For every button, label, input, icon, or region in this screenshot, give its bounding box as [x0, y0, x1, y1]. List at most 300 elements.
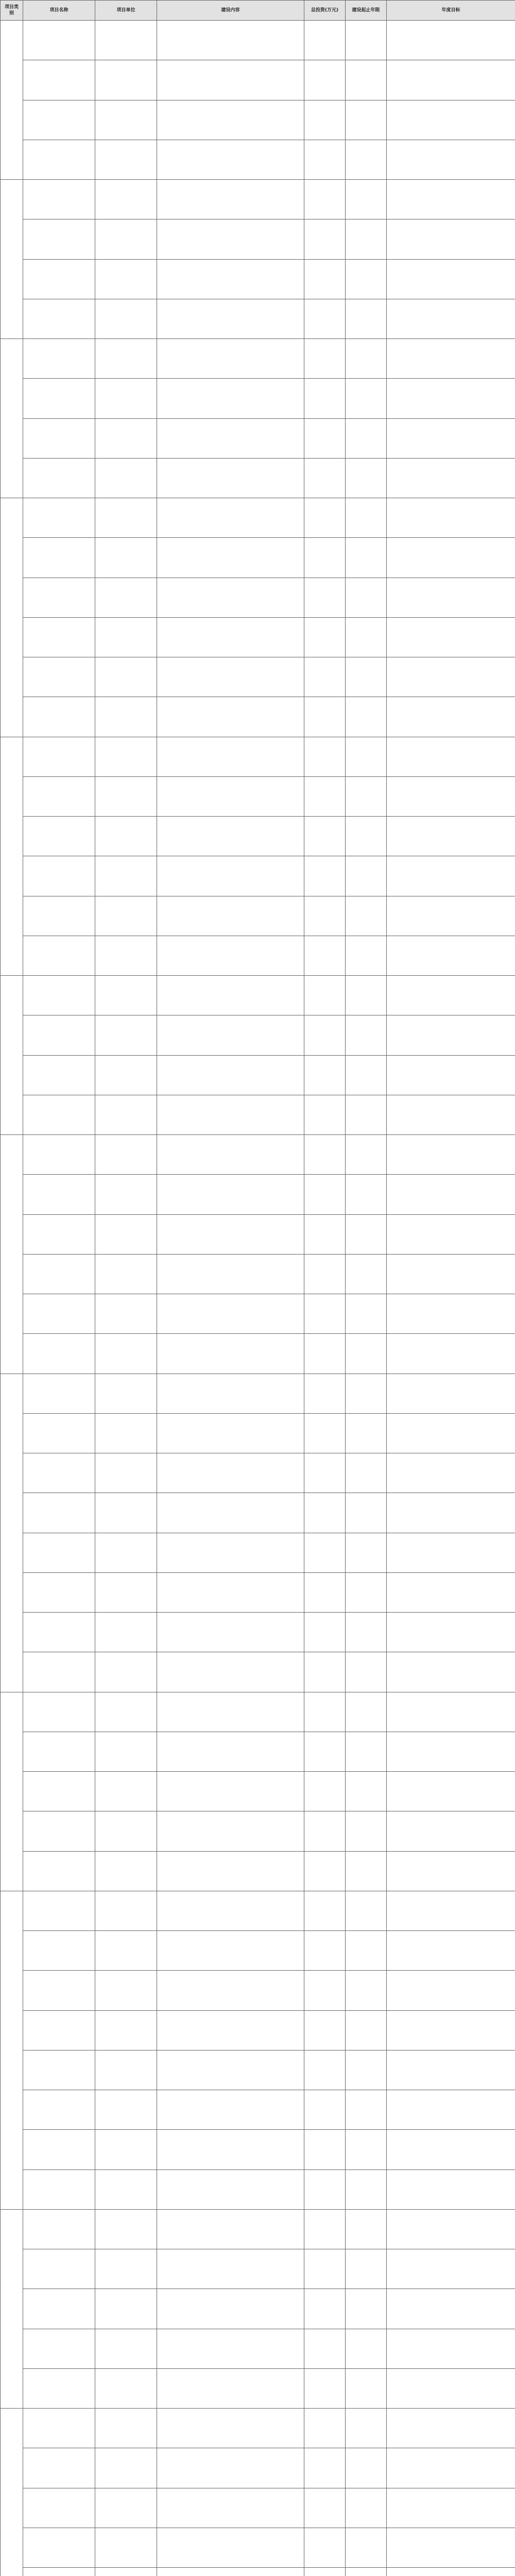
table-row: [1, 817, 515, 856]
table-row: [1, 2528, 515, 2567]
unit-cell: [95, 1572, 157, 1612]
progress-cell: [387, 936, 515, 975]
investment-cell: [304, 180, 346, 219]
project-name-cell: [23, 2209, 95, 2249]
progress-cell: [387, 2368, 515, 2408]
unit-cell: [95, 2329, 157, 2368]
unit-cell: [95, 2010, 157, 2050]
category-cell: [1, 976, 23, 1135]
unit-cell: [95, 2170, 157, 2209]
table-row: [1, 299, 515, 338]
period-cell: [346, 538, 387, 578]
project-name-cell: [23, 1732, 95, 1771]
unit-cell: [95, 339, 157, 379]
progress-cell: [387, 1732, 515, 1771]
content-cell: [157, 2050, 304, 2090]
unit-cell: [95, 936, 157, 975]
category-cell: [1, 21, 23, 180]
content-cell: [157, 976, 304, 1015]
project-name-cell: [23, 2448, 95, 2488]
content-cell: [157, 1533, 304, 1572]
progress-cell: [387, 976, 515, 1015]
header-unit: 项目单位: [95, 1, 157, 21]
progress-cell: [387, 1971, 515, 2010]
content-cell: [157, 1374, 304, 1413]
investment-cell: [304, 2010, 346, 2050]
project-name-cell: [23, 1175, 95, 1214]
unit-cell: [95, 2448, 157, 2488]
progress-cell: [387, 1493, 515, 1533]
investment-cell: [304, 1493, 346, 1533]
table-row: [1, 976, 515, 1015]
progress-cell: [387, 1095, 515, 1134]
content-cell: [157, 538, 304, 578]
category-cell: [1, 2409, 23, 2576]
unit-cell: [95, 1533, 157, 1572]
table-row: [1, 1095, 515, 1134]
investment-cell: [304, 1175, 346, 1214]
project-name-cell: [23, 458, 95, 498]
investment-cell: [304, 2249, 346, 2289]
period-cell: [346, 776, 387, 816]
project-name-cell: [23, 1931, 95, 1971]
content-cell: [157, 1413, 304, 1453]
period-cell: [346, 100, 387, 140]
content-cell: [157, 339, 304, 379]
content-cell: [157, 1891, 304, 1930]
content-cell: [157, 578, 304, 617]
progress-cell: [387, 2010, 515, 2050]
unit-cell: [95, 2209, 157, 2249]
progress-cell: [387, 1334, 515, 1374]
period-cell: [346, 1851, 387, 1891]
table-row: [1, 1891, 515, 1930]
investment-cell: [304, 856, 346, 896]
period-cell: [346, 60, 387, 100]
table-row: [1, 219, 515, 259]
progress-cell: [387, 2289, 515, 2329]
unit-cell: [95, 259, 157, 299]
project-name-cell: [23, 1613, 95, 1652]
progress-cell: [387, 1175, 515, 1214]
period-cell: [346, 1413, 387, 1453]
content-cell: [157, 2289, 304, 2329]
table-body: [1, 21, 515, 2576]
project-name-cell: [23, 1851, 95, 1891]
period-cell: [346, 1095, 387, 1134]
unit-cell: [95, 418, 157, 458]
content-cell: [157, 856, 304, 896]
unit-cell: [95, 1294, 157, 1334]
investment-cell: [304, 1732, 346, 1771]
investment-cell: [304, 2289, 346, 2329]
unit-cell: [95, 856, 157, 896]
period-cell: [346, 2170, 387, 2209]
content-cell: [157, 1453, 304, 1493]
investment-cell: [304, 60, 346, 100]
period-cell: [346, 379, 387, 418]
content-cell: [157, 1015, 304, 1055]
period-cell: [346, 1055, 387, 1095]
period-cell: [346, 2488, 387, 2528]
progress-cell: [387, 1214, 515, 1254]
progress-cell: [387, 100, 515, 140]
table-row: [1, 1851, 515, 1891]
investment-cell: [304, 140, 346, 179]
category-cell: [1, 1692, 23, 1891]
period-cell: [346, 1214, 387, 1254]
content-cell: [157, 1334, 304, 1374]
progress-cell: [387, 1811, 515, 1851]
progress-cell: [387, 2488, 515, 2528]
table-row: [1, 1135, 515, 1175]
progress-cell: [387, 2528, 515, 2567]
unit-cell: [95, 896, 157, 936]
period-cell: [346, 140, 387, 179]
project-name-cell: [23, 2409, 95, 2448]
period-cell: [346, 1334, 387, 1374]
content-cell: [157, 259, 304, 299]
period-cell: [346, 299, 387, 338]
content-cell: [157, 140, 304, 179]
content-cell: [157, 21, 304, 60]
unit-cell: [95, 219, 157, 259]
period-cell: [346, 1254, 387, 1294]
investment-cell: [304, 1533, 346, 1572]
unit-cell: [95, 1891, 157, 1930]
project-name-cell: [23, 856, 95, 896]
table-row: [1, 1533, 515, 1572]
investment-cell: [304, 1811, 346, 1851]
period-cell: [346, 856, 387, 896]
period-cell: [346, 1931, 387, 1971]
period-cell: [346, 617, 387, 657]
table-row: [1, 1055, 515, 1095]
project-name-cell: [23, 817, 95, 856]
project-name-cell: [23, 2130, 95, 2170]
period-cell: [346, 1135, 387, 1175]
table-row: [1, 1931, 515, 1971]
investment-cell: [304, 657, 346, 697]
progress-cell: [387, 2130, 515, 2170]
unit-cell: [95, 737, 157, 776]
investment-cell: [304, 21, 346, 60]
investment-cell: [304, 2050, 346, 2090]
content-cell: [157, 180, 304, 219]
table-row: [1, 697, 515, 737]
unit-cell: [95, 100, 157, 140]
unit-cell: [95, 1453, 157, 1493]
investment-cell: [304, 1413, 346, 1453]
table-row: [1, 1772, 515, 1811]
header-row: [1, 1, 515, 21]
progress-cell: [387, 458, 515, 498]
table-row: [1, 2568, 515, 2576]
period-cell: [346, 817, 387, 856]
content-cell: [157, 1971, 304, 2010]
project-name-cell: [23, 1374, 95, 1413]
project-name-cell: [23, 379, 95, 418]
progress-cell: [387, 617, 515, 657]
project-name-cell: [23, 339, 95, 379]
progress-cell: [387, 339, 515, 379]
content-cell: [157, 2368, 304, 2408]
progress-cell: [387, 657, 515, 697]
period-cell: [346, 2528, 387, 2567]
period-cell: [346, 2448, 387, 2488]
table-row: [1, 657, 515, 697]
unit-cell: [95, 1652, 157, 1692]
table-row: [1, 2329, 515, 2368]
category-cell: [1, 737, 23, 976]
period-cell: [346, 1891, 387, 1930]
progress-cell: [387, 219, 515, 259]
project-name-cell: [23, 1652, 95, 1692]
progress-cell: [387, 1891, 515, 1930]
header-progress: 年度目标: [387, 1, 515, 21]
content-cell: [157, 1851, 304, 1891]
period-cell: [346, 458, 387, 498]
content-cell: [157, 896, 304, 936]
investment-cell: [304, 1931, 346, 1971]
investment-cell: [304, 578, 346, 617]
investment-cell: [304, 538, 346, 578]
content-cell: [157, 299, 304, 338]
unit-cell: [95, 1732, 157, 1771]
investment-cell: [304, 219, 346, 259]
progress-cell: [387, 1572, 515, 1612]
project-name-cell: [23, 776, 95, 816]
period-cell: [346, 2090, 387, 2130]
table-row: [1, 2488, 515, 2528]
header-period: 建设起止年限: [346, 1, 387, 21]
header-investment: 总投资(万元): [304, 1, 346, 21]
progress-cell: [387, 1652, 515, 1692]
table-row: [1, 1493, 515, 1533]
unit-cell: [95, 1055, 157, 1095]
project-name-cell: [23, 1135, 95, 1175]
content-cell: [157, 617, 304, 657]
period-cell: [346, 936, 387, 975]
period-cell: [346, 2329, 387, 2368]
period-cell: [346, 1015, 387, 1055]
content-cell: [157, 2090, 304, 2130]
project-name-cell: [23, 1214, 95, 1254]
progress-cell: [387, 1374, 515, 1413]
investment-cell: [304, 1214, 346, 1254]
period-cell: [346, 657, 387, 697]
period-cell: [346, 2568, 387, 2576]
investment-cell: [304, 2448, 346, 2488]
unit-cell: [95, 1374, 157, 1413]
project-name-cell: [23, 538, 95, 578]
unit-cell: [95, 1692, 157, 1732]
unit-cell: [95, 2130, 157, 2170]
category-cell: [1, 339, 23, 498]
project-name-cell: [23, 2010, 95, 2050]
content-cell: [157, 1732, 304, 1771]
period-cell: [346, 2209, 387, 2249]
investment-cell: [304, 458, 346, 498]
investment-cell: [304, 1055, 346, 1095]
progress-cell: [387, 776, 515, 816]
content-cell: [157, 2528, 304, 2567]
investment-cell: [304, 1572, 346, 1612]
table-row: [1, 1613, 515, 1652]
investment-cell: [304, 259, 346, 299]
progress-cell: [387, 2209, 515, 2249]
progress-cell: [387, 538, 515, 578]
category-cell: [1, 1135, 23, 1374]
period-cell: [346, 737, 387, 776]
content-cell: [157, 2249, 304, 2289]
project-name-cell: [23, 1453, 95, 1493]
investment-cell: [304, 379, 346, 418]
project-name-cell: [23, 1692, 95, 1732]
content-cell: [157, 2488, 304, 2528]
content-cell: [157, 219, 304, 259]
unit-cell: [95, 1095, 157, 1134]
progress-cell: [387, 1692, 515, 1732]
investment-cell: [304, 1374, 346, 1413]
content-cell: [157, 1214, 304, 1254]
content-cell: [157, 657, 304, 697]
table-row: [1, 2368, 515, 2408]
unit-cell: [95, 2568, 157, 2576]
header-content: 建设内容: [157, 1, 304, 21]
table-row: [1, 60, 515, 100]
content-cell: [157, 458, 304, 498]
project-name-cell: [23, 976, 95, 1015]
table-row: [1, 1413, 515, 1453]
table-row: [1, 2170, 515, 2209]
content-cell: [157, 1692, 304, 1732]
unit-cell: [95, 180, 157, 219]
table-row: [1, 936, 515, 975]
unit-cell: [95, 1851, 157, 1891]
content-cell: [157, 1095, 304, 1134]
investment-cell: [304, 1294, 346, 1334]
content-cell: [157, 2209, 304, 2249]
unit-cell: [95, 1971, 157, 2010]
content-cell: [157, 2130, 304, 2170]
period-cell: [346, 1294, 387, 1334]
project-name-cell: [23, 2528, 95, 2567]
content-cell: [157, 2329, 304, 2368]
unit-cell: [95, 140, 157, 179]
project-name-cell: [23, 2289, 95, 2329]
unit-cell: [95, 976, 157, 1015]
investment-cell: [304, 1891, 346, 1930]
unit-cell: [95, 1015, 157, 1055]
table-row: [1, 1811, 515, 1851]
progress-cell: [387, 1533, 515, 1572]
period-cell: [346, 1652, 387, 1692]
investment-cell: [304, 936, 346, 975]
table-row: [1, 737, 515, 776]
table-row: [1, 21, 515, 60]
project-name-cell: [23, 2329, 95, 2368]
investment-cell: [304, 418, 346, 458]
content-cell: [157, 737, 304, 776]
investment-cell: [304, 1135, 346, 1175]
investment-cell: [304, 737, 346, 776]
content-cell: [157, 1613, 304, 1652]
category-cell: [1, 498, 23, 737]
progress-cell: [387, 896, 515, 936]
table-row: [1, 2289, 515, 2329]
table-row: [1, 1334, 515, 1374]
progress-cell: [387, 1931, 515, 1971]
content-cell: [157, 100, 304, 140]
table-row: [1, 1572, 515, 1612]
progress-cell: [387, 379, 515, 418]
project-name-cell: [23, 697, 95, 737]
content-cell: [157, 2448, 304, 2488]
table-row: [1, 1015, 515, 1055]
table-row: [1, 776, 515, 816]
unit-cell: [95, 2409, 157, 2448]
period-cell: [346, 498, 387, 538]
project-name-cell: [23, 60, 95, 100]
content-cell: [157, 1811, 304, 1851]
table-row: [1, 617, 515, 657]
table-row: [1, 498, 515, 538]
progress-cell: [387, 2409, 515, 2448]
investment-cell: [304, 1254, 346, 1294]
content-cell: [157, 1294, 304, 1334]
progress-cell: [387, 697, 515, 737]
project-name-cell: [23, 2368, 95, 2408]
content-cell: [157, 1135, 304, 1175]
period-cell: [346, 21, 387, 60]
table-row: [1, 2249, 515, 2289]
content-cell: [157, 1931, 304, 1971]
content-cell: [157, 2409, 304, 2448]
project-name-cell: [23, 1493, 95, 1533]
table-row: [1, 1374, 515, 1413]
progress-cell: [387, 817, 515, 856]
category-cell: [1, 180, 23, 339]
table-row: [1, 2409, 515, 2448]
investment-cell: [304, 2170, 346, 2209]
project-name-cell: [23, 418, 95, 458]
investment-cell: [304, 1971, 346, 2010]
content-cell: [157, 697, 304, 737]
investment-cell: [304, 339, 346, 379]
period-cell: [346, 976, 387, 1015]
investment-cell: [304, 498, 346, 538]
progress-cell: [387, 1015, 515, 1055]
table-row: [1, 856, 515, 896]
unit-cell: [95, 498, 157, 538]
investment-cell: [304, 1015, 346, 1055]
project-name-cell: [23, 1334, 95, 1374]
content-cell: [157, 2010, 304, 2050]
unit-cell: [95, 657, 157, 697]
period-cell: [346, 1971, 387, 2010]
unit-cell: [95, 2090, 157, 2130]
table-row: [1, 1971, 515, 2010]
project-name-cell: [23, 936, 95, 975]
project-name-cell: [23, 1572, 95, 1612]
investment-cell: [304, 1851, 346, 1891]
project-name-cell: [23, 896, 95, 936]
project-name-cell: [23, 2170, 95, 2209]
progress-cell: [387, 60, 515, 100]
unit-cell: [95, 1811, 157, 1851]
period-cell: [346, 219, 387, 259]
